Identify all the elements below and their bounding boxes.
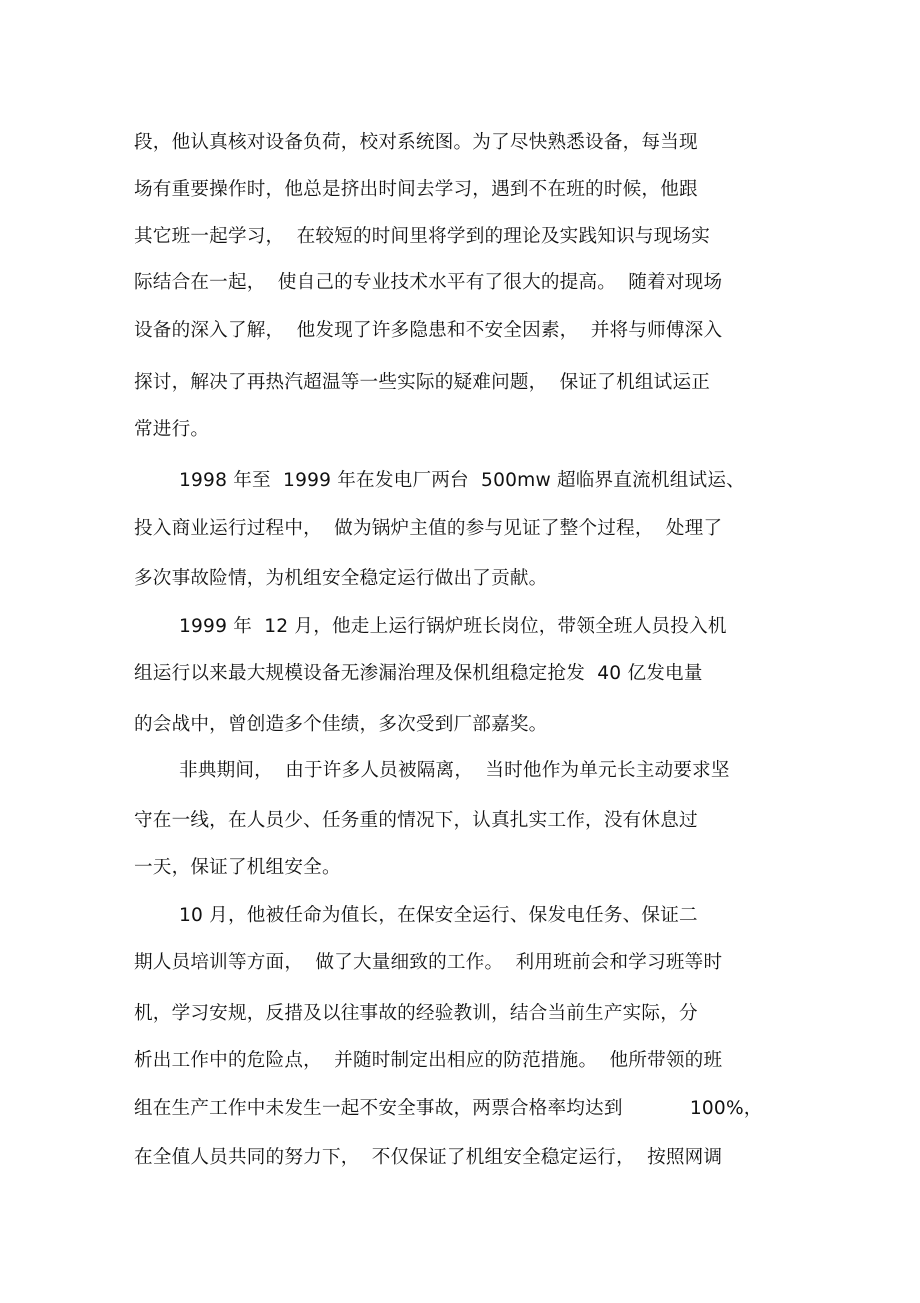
text-line: 投入商业运行过程中， 做为锅炉主值的参与见证了整个过程， 处理了 <box>134 518 723 539</box>
text-line: 析出工作中的危险点， 并随时制定出相应的防范措施。 他所带领的班 <box>134 1050 723 1071</box>
text-line: 组在生产工作中未发生一起不安全事故，两票合格率均达到 100%， <box>134 1098 763 1119</box>
text-line: 常进行。 <box>134 419 210 440</box>
text-line: 多次事故险情，为机组安全稳定运行做出了贡献。 <box>134 568 548 589</box>
text-line: 其它班一起学习， 在较短的时间里将学到的理论及实践知识与现场实 <box>134 226 711 247</box>
text-line: 非典期间， 由于许多人员被隔离， 当时他作为单元长主动要求坚 <box>179 760 730 781</box>
text-line: 设备的深入了解， 他发现了许多隐患和不安全因素， 并将与师傅深入 <box>134 320 723 341</box>
text-line: 10 月，他被任命为值长，在保安全运行、保发电任务、保证二 <box>179 905 698 926</box>
text-line: 期人员培训等方面， 做了大量细致的工作。 利用班前会和学习班等时 <box>134 952 723 973</box>
text-line: 守在一线，在人员少、任务重的情况下，认真扎实工作，没有休息过 <box>134 810 698 831</box>
text-line: 段，他认真核对设备负荷，校对系统图。为了尽快熟悉设备，每当现 <box>134 132 698 153</box>
text-line: 场有重要操作时，他总是挤出时间去学习，遇到不在班的时候，他跟 <box>134 179 698 200</box>
text-line: 际结合在一起， 使自己的专业技术水平有了很大的提高。 随着对现场 <box>134 272 723 293</box>
text-line: 的会战中，曾创造多个佳绩，多次受到厂部嘉奖。 <box>134 714 548 735</box>
text-line: 1998 年至 1999 年在发电厂两台 500mw 超临界直流机组试运、 <box>179 470 745 491</box>
text-line: 探讨，解决了再热汽超温等一些实际的疑难问题， 保证了机组试运正 <box>134 372 711 393</box>
text-line: 在全值人员共同的努力下， 不仅保证了机组安全稳定运行， 按照网调 <box>134 1147 723 1168</box>
text-line: 一天，保证了机组安全。 <box>134 857 341 878</box>
text-line: 组运行以来最大规模设备无渗漏治理及保机组稳定抢发 40 亿发电量 <box>134 663 703 684</box>
text-line: 机，学习安规，反措及以往事故的经验教训，结合当前生产实际，分 <box>134 1003 698 1024</box>
text-line: 1999 年 12 月，他走上运行锅炉班长岗位，带领全班人员投入机 <box>179 616 727 637</box>
